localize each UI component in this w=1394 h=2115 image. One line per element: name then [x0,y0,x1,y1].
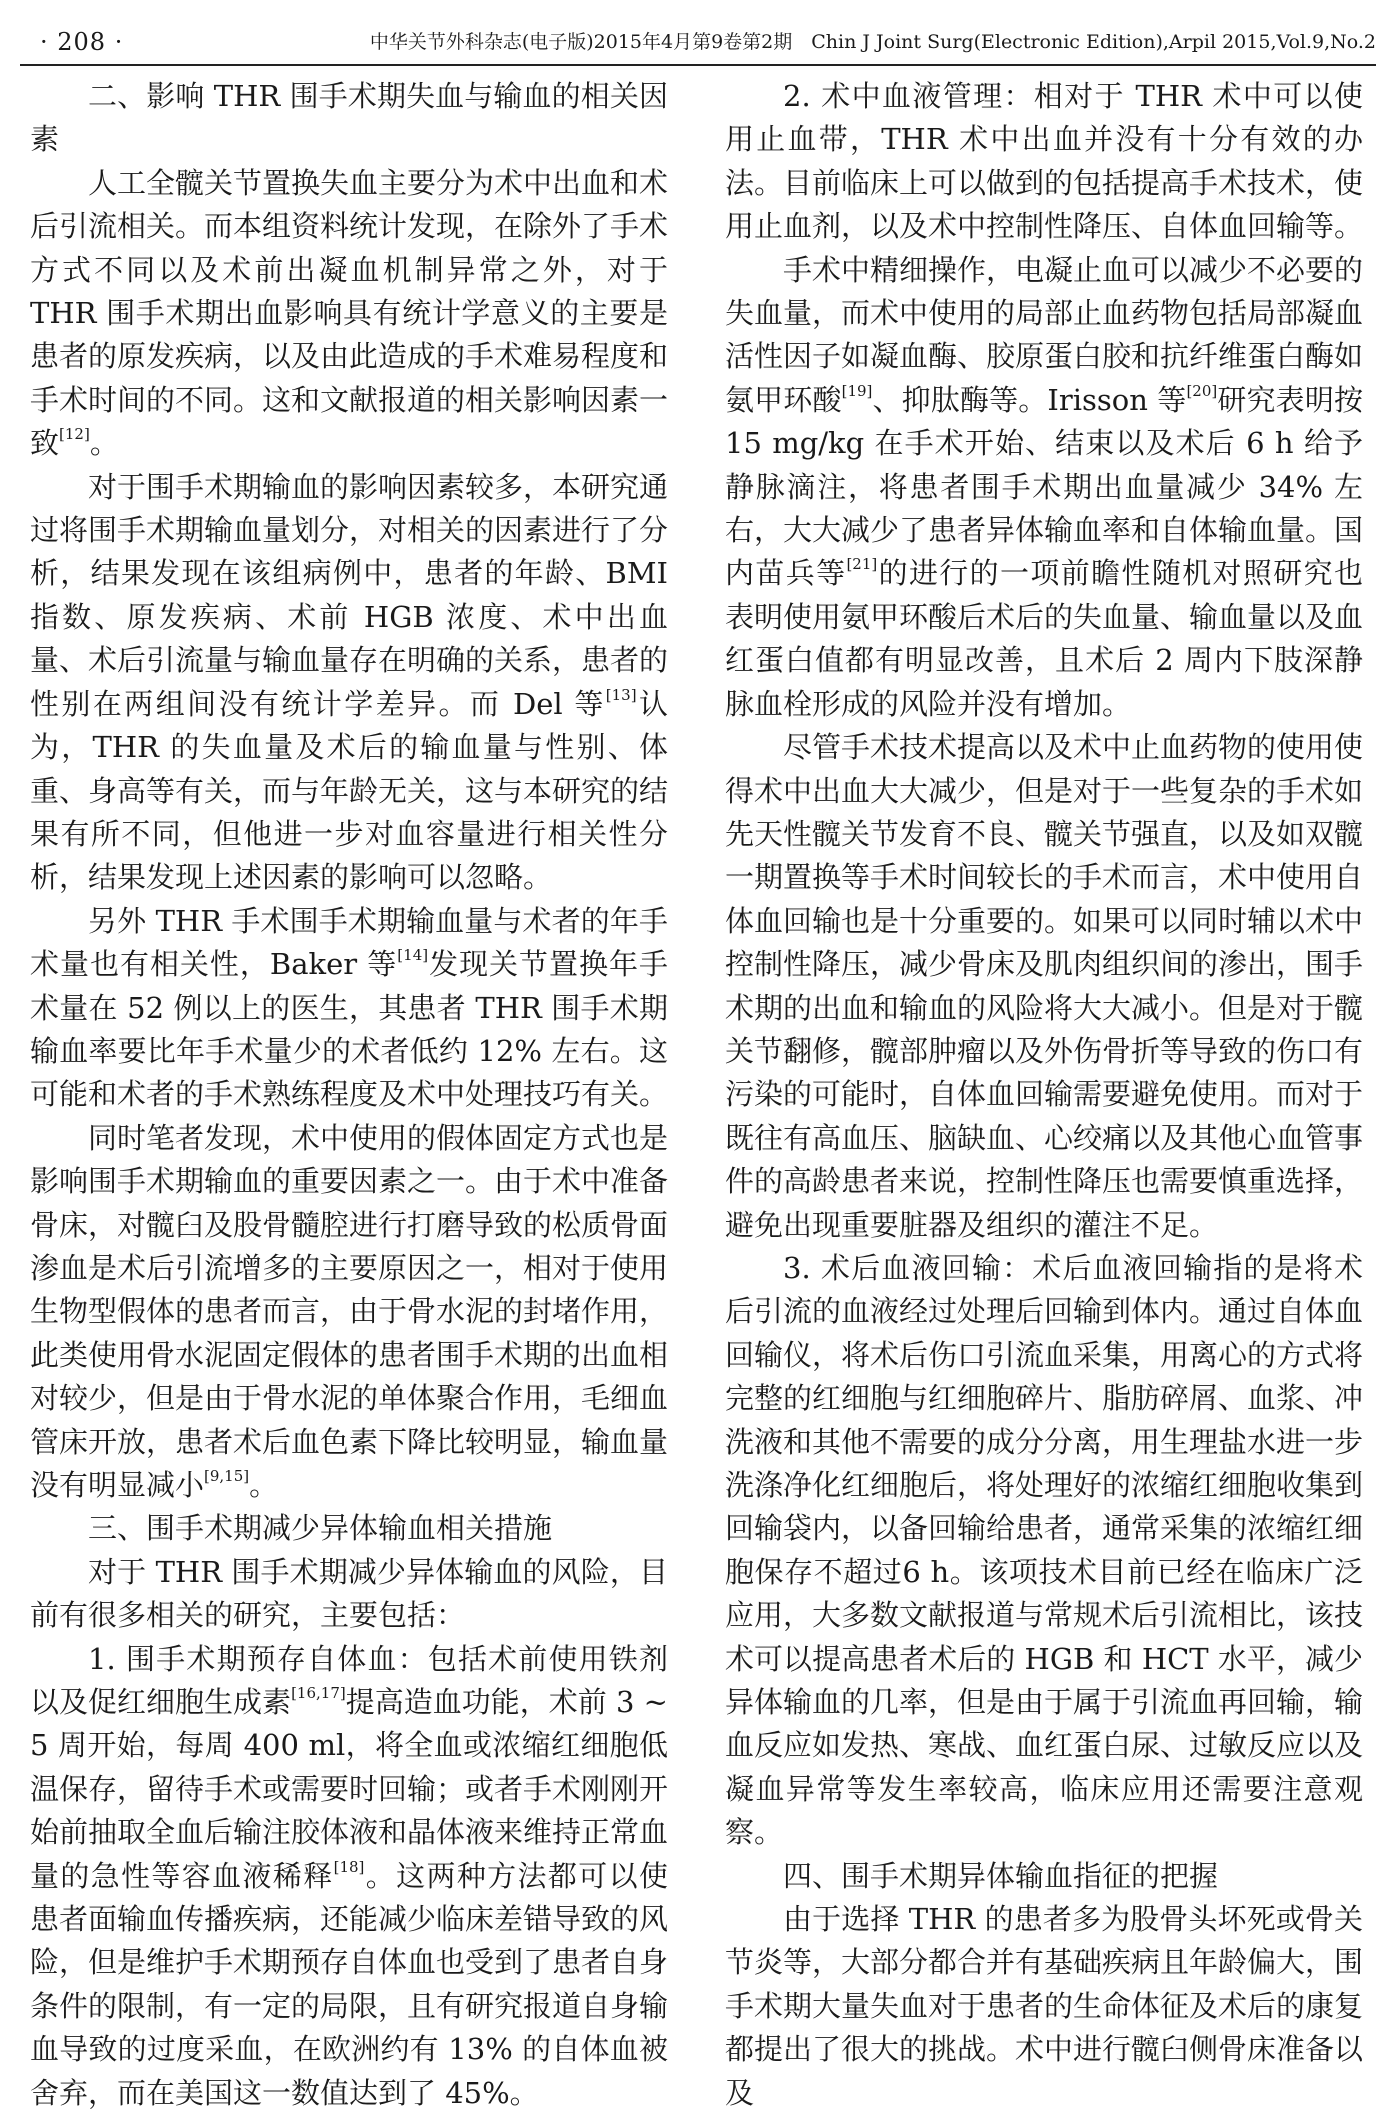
paragraph-text: 手术中精细操作，电凝止血可以减少不必要的失血量，而术中使用的局部止血药物包括局部凝血活性因子如凝血酶、胶原蛋白胶和抗纤维蛋白酶如氨甲环酸 [725,252,1364,417]
citation-ref: [21] [846,555,878,574]
citation-ref: [19] [841,381,873,400]
paragraph-text: 认为，THR 的失血量及术后的输血量与性别、体重、身高等有关，而与年龄无关，这与本研究的结果有所不同，但他进一步对血容量进行相关性分析，结果发现上述因素的影响可以忽略。 [30,686,669,895]
citation-ref: [12] [59,425,90,444]
paragraph-text: 3. 术后血液回输：术后血液回输指的是将术后引流的血液经过处理后回输到体内。通过自体血回输仪，将术后伤口引流血采集，用离心的方式将完整的红细胞与红细胞碎片、脂肪碎屑、血浆、冲洗液和其他不需要的成分分离，用生理盐水进一步洗涤净化红细胞后，将处理好的浓缩红细胞收集到回输袋内，以备回输给患者，通常采集的浓缩红细胞保存不超过6 h。该项技术目前已经在临床广泛应用，大多数文献报道与常规术后引流相比，该技术可以提高患者术后的 HGB 和 HCT 水平，减少异体输血的几率，但是由于属于引流血再回输，输血反应如发热、寒战、血红蛋白尿、过敏反应以及凝血异常等发生率较高，临床应用还需要注意观察。 [725,1250,1364,1850]
paragraph [30,162,668,466]
journal-citation: 中华关节外科杂志(电子版)2015年4月第9卷第2期 Chin J Joint Surg(Electronic Edition),Arpil 2015,Vol.9,No.2 [369,31,1376,53]
paragraph [725,726,1363,1247]
citation-ref: [13] [605,685,637,704]
section-heading: 四、围手术期异体输血指征的把握 [783,1858,1219,1893]
citation-ref: [18] [333,1857,365,1876]
paragraph [30,1117,668,1508]
right-column [725,75,1363,2115]
paragraph [725,75,1363,249]
section-heading: 三、围手术期减少异体输血相关措施 [88,1511,553,1546]
paragraph-text: 1. 围手术期预存自体血：包括术前使用铁剂以及促红细胞生成素 [30,1641,668,1720]
paragraph-text: 。 [89,426,119,461]
paragraph-text: 。 [249,1468,279,1502]
paragraph-text: 尽管手术技术提高以及术中止血药物的使用使得术中出血大大减少，但是对于一些复杂的手术如先天性髋关节发育不良、髋关节强直，以及如双髋一期置换等手术时间较长的手术而言，术中使用自体血回输也是十分重要的。如果可以同时辅以术中控制性降压，减少骨床及肌肉组织间的渗出，围手术期的出血和输血的风险将大大减小。但是对于髋关节翻修，髋部肿瘤以及外伤骨折等导致的伤口有污染的可能时，自体血回输需要避免使用。而对于既往有高血压、脑缺血、心绞痛以及其他心血管事件的高龄患者来说，控制性降压也需要慎重选择，避免出现重要脏器及组织的灌注不足。 [725,730,1364,1242]
paragraph-text: 人工全髋关节置换失血主要分为术中出血和术后引流相关。而本组资料统计发现，在除外了手术方式不同以及术前出凝血机制异常之外，对于 THR 围手术期出血影响具有统计学意义的主要是患者的原发疾病，以及由此造成的手术难易程度和手术时间的不同。这和文献报道的相关影响因素一致 [30,165,669,461]
citation-ref: [20] [1186,381,1218,400]
paragraph-text: 提高造血功能，术前 3 ~ 5 周开始，每周 400 ml，将全血或浓缩红细胞低温保存，留待手术或需要时回输；或者手术刚刚开始前抽取全血后输注胶体液和晶体液来维持正常血量的急性等容血液稀释 [30,1685,669,1893]
paragraph-text: 由于选择 THR 的患者多为股骨头坏死或骨关节炎等，大部分都合并有基础疾病且年龄偏大，围手术期大量失血对于患者的生命体征及术后的康复都提出了很大的挑战。术中进行髋臼侧骨床准备以及 [725,1902,1364,2110]
paragraph [725,249,1363,726]
paragraph [30,1551,668,1638]
paragraph-text: 、抑肽酶等。Irisson 等 [872,382,1187,417]
section-heading: 二、影响 THR 围手术期失血与输血的相关因素 [30,79,668,157]
paragraph-text: 发现关节置换年手术量在 52 例以上的医生，其患者 THR 围手术期输血率要比年手术量少的术者低约 12% 左右。这可能和术者的手术熟练程度及术中处理技巧有关。 [30,947,669,1112]
header-rule [20,64,1376,66]
paragraph-text: 研究表明按 15 mg/kg 在手术开始、结束以及术后 6 h 给予静脉滴注，将患者围手术期出血量减少 34% 左右，大大减少了患者异体输血率和自体输血量。国内苗兵等 [725,382,1364,591]
page-number: · 208 · [40,28,124,56]
page-header [20,22,1376,62]
paragraph [725,1247,1363,1855]
paragraph-text: 对于围手术期输血的影响因素较多，本研究通过将围手术期输血量划分，对相关的因素进行了分析，结果发现在该组病例中，患者的年龄、BMI 指数、原发疾病、术前 HGB 浓度、术中出血量、术后引流量与输血量存在明确的关系，患者的性别在两组间没有统计学差异。而 Del 等 [30,469,669,721]
paragraph [725,1898,1363,2115]
paragraph-text: 同时笔者发现，术中使用的假体固定方式也是影响围手术期输血的重要因素之一。由于术中准备骨床，对髋臼及股骨髓腔进行打磨导致的松质骨面渗血是术后引流增多的主要原因之一，相对于使用生物型假体的患者而言，由于骨水泥的封堵作用，此类使用骨水泥固定假体的患者围手术期的出血相对较少，但是由于骨水泥的单体聚合作用，毛细血管床开放，患者术后血色素下降比较明显，输血量没有明显减小 [30,1120,669,1502]
paragraph [30,466,668,900]
citation-ref: [16,17] [291,1684,346,1703]
paragraph-text: 。这两种方法都可以使患者面输血传播疾病，还能减少临床差错导致的风险，但是维护手术期预存自体血也受到了患者自身条件的限制，有一定的局限，且有研究报道自身输血导致的过度采血，在欧洲约有 13% 的自体血被舍弃，而在美国这一数值达到了 45%。 [30,1858,669,2110]
paragraph-text: 对于 THR 围手术期减少异体输血的风险，目前有很多相关的研究，主要包括： [30,1554,668,1633]
citation-ref: [9,15] [204,1467,250,1485]
citation-ref: [14] [397,946,429,965]
left-column [30,75,668,2115]
paragraph [30,1638,668,2115]
paragraph-text: 的进行的一项前瞻性随机对照研究也表明使用氨甲环酸后术后的失血量、输血量以及血红蛋白值都有明显改善，且术后 2 周内下肢深静脉血栓形成的风险并没有增加。 [725,556,1364,721]
paragraph [30,900,668,1117]
paragraph-text: 2. 术中血液管理：相对于 THR 术中可以使用止血带，THR 术中出血并没有十分有效的办法。目前临床上可以做到的包括提高手术技术，使用止血剂，以及术中控制性降压、自体血回输等。 [725,79,1364,244]
paragraph-text: 另外 THR 手术围手术期输血量与术者的年手术量也有相关性，Baker 等 [30,903,668,982]
